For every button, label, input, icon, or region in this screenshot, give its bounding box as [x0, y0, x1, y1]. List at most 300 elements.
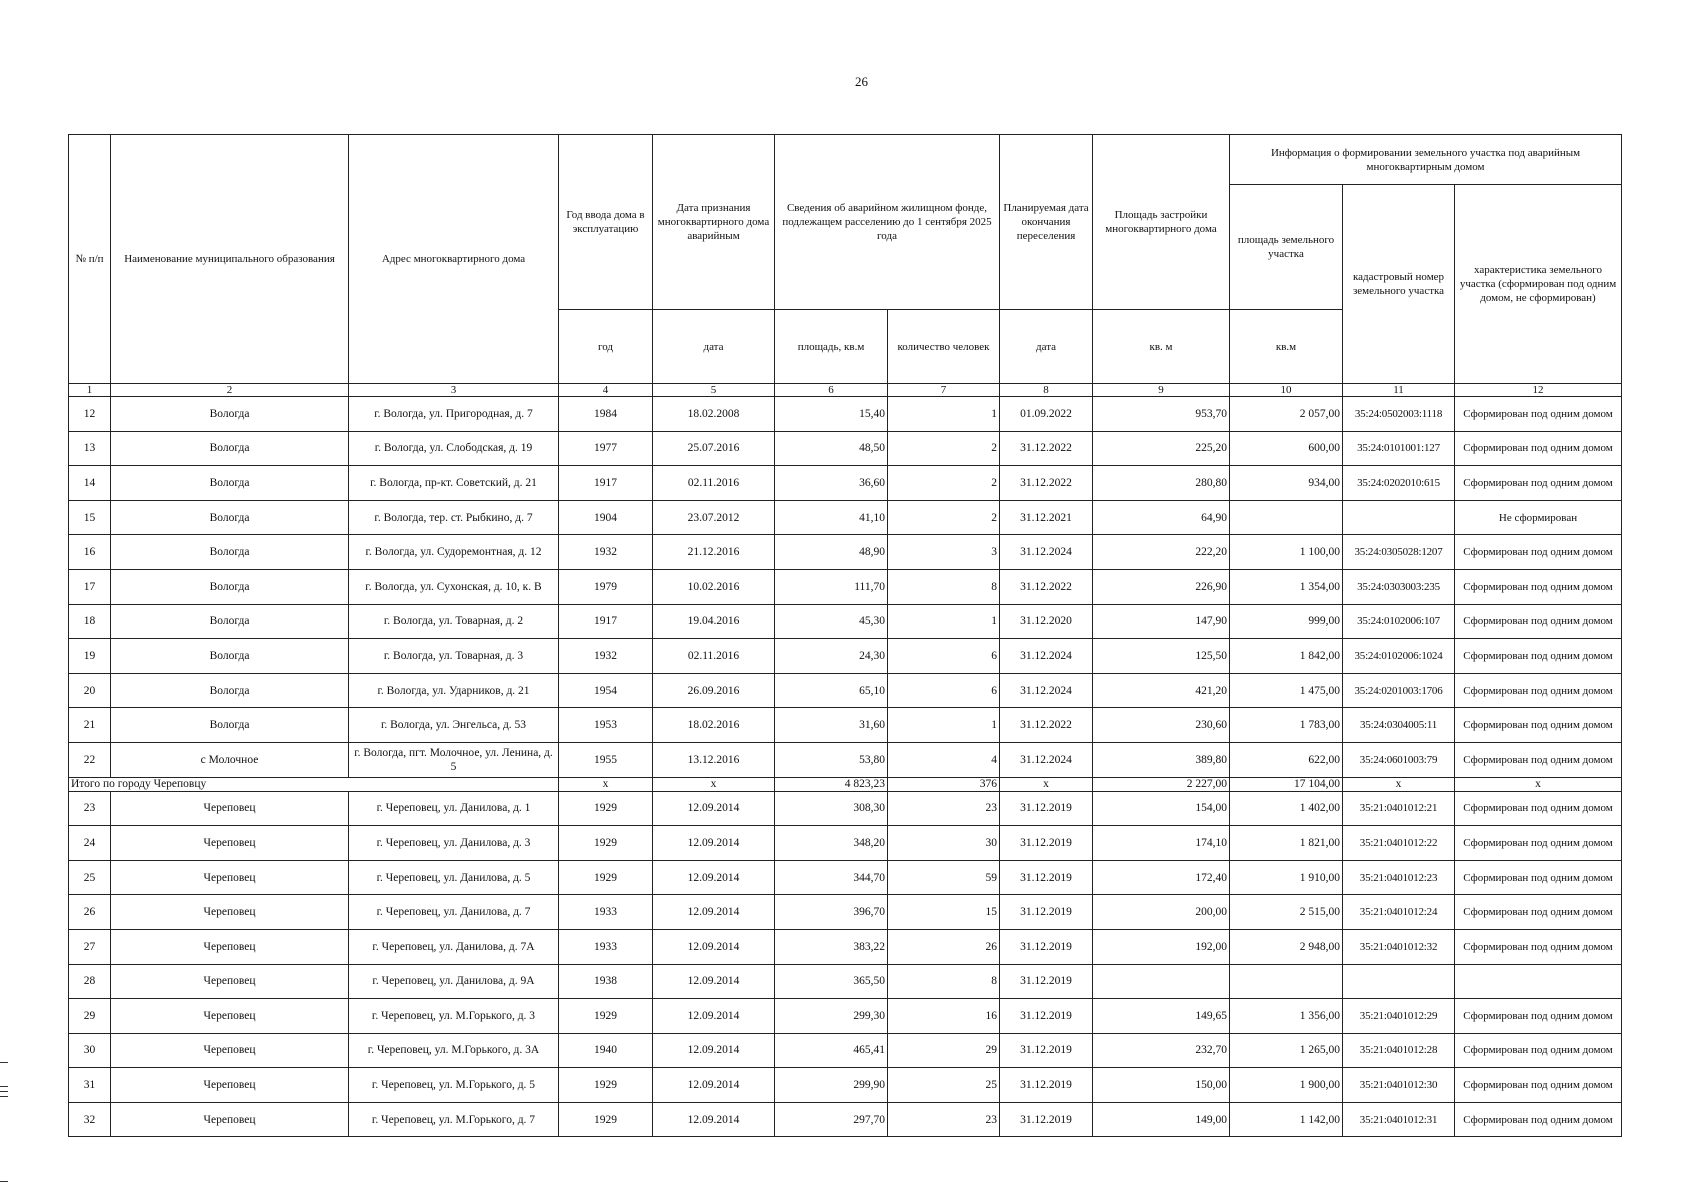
header-municipality: Наименование муниципального образования	[111, 135, 349, 384]
cadastral-cell: 35:21:0401012:22	[1343, 826, 1455, 861]
built-area-cell: 953,70	[1093, 397, 1230, 432]
address-cell: г. Череповец, ул. Данилова, д. 9А	[349, 964, 559, 999]
built-area-cell: 149,65	[1093, 999, 1230, 1034]
row-number: 14	[69, 466, 111, 501]
address-cell: г. Череповец, ул. М.Горького, д. 7	[349, 1102, 559, 1137]
table-row	[69, 791, 1622, 826]
year-cell: 1917	[559, 466, 653, 501]
page-number: 26	[855, 74, 868, 89]
land-area-cell: 1 821,00	[1230, 826, 1343, 861]
area-cell: 344,70	[775, 860, 888, 895]
row-number: 17	[69, 569, 111, 604]
municipality-cell: Череповец	[111, 826, 349, 861]
total-year: x	[559, 777, 653, 791]
date-recognized-cell: 21.12.2016	[653, 535, 775, 570]
cadastral-cell: 35:21:0401012:31	[1343, 1102, 1455, 1137]
built-area-cell: 125,50	[1093, 639, 1230, 674]
built-area-cell: 64,90	[1093, 500, 1230, 535]
planned-date-cell: 31.12.2022	[1000, 466, 1093, 501]
table-row	[69, 535, 1622, 570]
total-people: 376	[888, 777, 1000, 791]
municipality-cell: Череповец	[111, 791, 349, 826]
land-area-cell: 600,00	[1230, 431, 1343, 466]
total-cadastral: x	[1343, 777, 1455, 791]
area-cell: 299,30	[775, 999, 888, 1034]
table-row	[69, 1102, 1622, 1137]
table-body-cherepovets	[69, 791, 1622, 1137]
address-cell: г. Вологда, пгт. Молочное, ул. Ленина, д. 5	[349, 742, 559, 777]
built-area-cell: 225,20	[1093, 431, 1230, 466]
address-cell: г. Вологда, ул. Товарная, д. 2	[349, 604, 559, 639]
characteristic-cell: Сформирован под одним домом	[1455, 535, 1622, 570]
table-row	[69, 708, 1622, 743]
date-recognized-cell: 12.09.2014	[653, 1102, 775, 1137]
total-planned: x	[1000, 777, 1093, 791]
characteristic-cell: Сформирован под одним домом	[1455, 742, 1622, 777]
row-number: 18	[69, 604, 111, 639]
unit-people: количество человек	[888, 310, 1000, 384]
characteristic-cell: Сформирован под одним домом	[1455, 1033, 1622, 1068]
people-cell: 29	[888, 1033, 1000, 1068]
year-cell: 1929	[559, 791, 653, 826]
header-fund-info: Сведения об аварийном жилищном фонде, подлежащем расселению до 1 сентября 2025 года	[775, 135, 1000, 310]
land-area-cell: 1 100,00	[1230, 535, 1343, 570]
column-number: 3	[349, 384, 559, 397]
municipality-cell: Вологда	[111, 431, 349, 466]
table-row	[69, 639, 1622, 674]
row-number: 20	[69, 673, 111, 708]
cadastral-cell	[1343, 500, 1455, 535]
table-row	[69, 742, 1622, 777]
address-cell: г. Череповец, ул. Данилова, д. 7А	[349, 929, 559, 964]
municipality-cell: Вологда	[111, 639, 349, 674]
year-cell: 1929	[559, 826, 653, 861]
planned-date-cell: 31.12.2019	[1000, 964, 1093, 999]
people-cell: 6	[888, 639, 1000, 674]
header-date-recognized: Дата признания многоквартирного дома аварийным	[653, 135, 775, 310]
planned-date-cell: 31.12.2024	[1000, 639, 1093, 674]
table-row	[69, 431, 1622, 466]
address-cell: г. Вологда, ул. Сухонская, д. 10, к. В	[349, 569, 559, 604]
planned-date-cell: 31.12.2020	[1000, 604, 1093, 639]
characteristic-cell: Сформирован под одним домом	[1455, 791, 1622, 826]
date-recognized-cell: 13.12.2016	[653, 742, 775, 777]
planned-date-cell: 31.12.2019	[1000, 929, 1093, 964]
cadastral-cell: 35:24:0304005:11	[1343, 708, 1455, 743]
date-recognized-cell: 12.09.2014	[653, 1033, 775, 1068]
planned-date-cell: 31.12.2019	[1000, 791, 1093, 826]
people-cell: 15	[888, 895, 1000, 930]
margin-mark	[0, 1086, 8, 1087]
row-number: 19	[69, 639, 111, 674]
built-area-cell: 421,20	[1093, 673, 1230, 708]
table-row	[69, 466, 1622, 501]
unit-built-sqm: кв. м	[1093, 310, 1230, 384]
column-number: 7	[888, 384, 1000, 397]
planned-date-cell: 31.12.2019	[1000, 895, 1093, 930]
header-no: № п/п	[69, 135, 111, 384]
year-cell: 1933	[559, 895, 653, 930]
row-number: 21	[69, 708, 111, 743]
row-number: 15	[69, 500, 111, 535]
people-cell: 1	[888, 708, 1000, 743]
area-cell: 465,41	[775, 1033, 888, 1068]
year-cell: 1929	[559, 999, 653, 1034]
margin-mark	[0, 1096, 8, 1097]
people-cell: 8	[888, 964, 1000, 999]
year-cell: 1904	[559, 500, 653, 535]
planned-date-cell: 31.12.2024	[1000, 535, 1093, 570]
built-area-cell: 150,00	[1093, 1068, 1230, 1103]
land-area-cell: 1 142,00	[1230, 1102, 1343, 1137]
table-header	[69, 135, 1622, 397]
people-cell: 6	[888, 673, 1000, 708]
people-cell: 8	[888, 569, 1000, 604]
table-row	[69, 397, 1622, 432]
area-cell: 48,50	[775, 431, 888, 466]
planned-date-cell: 01.09.2022	[1000, 397, 1093, 432]
cadastral-cell	[1343, 964, 1455, 999]
area-cell: 396,70	[775, 895, 888, 930]
column-number: 12	[1455, 384, 1622, 397]
column-number: 6	[775, 384, 888, 397]
characteristic-cell	[1455, 964, 1622, 999]
table-row	[69, 860, 1622, 895]
planned-date-cell: 31.12.2019	[1000, 1068, 1093, 1103]
header-built-area: Площадь застройки многоквартирного дома	[1093, 135, 1230, 310]
address-cell: г. Череповец, ул. Данилова, д. 7	[349, 895, 559, 930]
column-number: 5	[653, 384, 775, 397]
table-row	[69, 569, 1622, 604]
cadastral-cell: 35:21:0401012:23	[1343, 860, 1455, 895]
characteristic-cell: Сформирован под одним домом	[1455, 1102, 1622, 1137]
area-cell: 41,10	[775, 500, 888, 535]
people-cell: 1	[888, 604, 1000, 639]
date-recognized-cell: 12.09.2014	[653, 999, 775, 1034]
header-planned-date: Планируемая дата окончания переселения	[1000, 135, 1093, 310]
table-body-vologda	[69, 397, 1622, 778]
year-cell: 1932	[559, 639, 653, 674]
land-area-cell: 2 948,00	[1230, 929, 1343, 964]
row-number: 13	[69, 431, 111, 466]
built-area-cell: 230,60	[1093, 708, 1230, 743]
table-total	[69, 777, 1622, 791]
address-cell: г. Вологда, ул. Энгельса, д. 53	[349, 708, 559, 743]
land-area-cell: 1 910,00	[1230, 860, 1343, 895]
year-cell: 1977	[559, 431, 653, 466]
people-cell: 2	[888, 466, 1000, 501]
land-area-cell: 1 354,00	[1230, 569, 1343, 604]
characteristic-cell: Сформирован под одним домом	[1455, 431, 1622, 466]
cadastral-cell: 35:21:0401012:28	[1343, 1033, 1455, 1068]
date-recognized-cell: 19.04.2016	[653, 604, 775, 639]
header-land-info: Информация о формировании земельного участка под аварийным многоквартирным домом	[1230, 135, 1622, 185]
header-land-area: площадь земельного участка	[1230, 185, 1343, 310]
margin-mark	[0, 1181, 8, 1182]
total-date: x	[653, 777, 775, 791]
built-area-cell: 174,10	[1093, 826, 1230, 861]
cadastral-cell: 35:21:0401012:29	[1343, 999, 1455, 1034]
people-cell: 25	[888, 1068, 1000, 1103]
date-recognized-cell: 12.09.2014	[653, 826, 775, 861]
built-area-cell: 389,80	[1093, 742, 1230, 777]
characteristic-cell: Сформирован под одним домом	[1455, 929, 1622, 964]
people-cell: 59	[888, 860, 1000, 895]
characteristic-cell: Сформирован под одним домом	[1455, 999, 1622, 1034]
address-cell: г. Вологда, ул. Ударников, д. 21	[349, 673, 559, 708]
date-recognized-cell: 26.09.2016	[653, 673, 775, 708]
area-cell: 53,80	[775, 742, 888, 777]
area-cell: 15,40	[775, 397, 888, 432]
year-cell: 1929	[559, 860, 653, 895]
people-cell: 16	[888, 999, 1000, 1034]
municipality-cell: Череповец	[111, 1068, 349, 1103]
area-cell: 365,50	[775, 964, 888, 999]
date-recognized-cell: 12.09.2014	[653, 895, 775, 930]
cadastral-cell: 35:21:0401012:21	[1343, 791, 1455, 826]
row-number: 28	[69, 964, 111, 999]
year-cell: 1955	[559, 742, 653, 777]
cadastral-cell: 35:24:0202010:615	[1343, 466, 1455, 501]
municipality-cell: Череповец	[111, 999, 349, 1034]
characteristic-cell: Сформирован под одним домом	[1455, 860, 1622, 895]
municipality-cell: Вологда	[111, 397, 349, 432]
row-number: 25	[69, 860, 111, 895]
planned-date-cell: 31.12.2019	[1000, 826, 1093, 861]
land-area-cell: 1 783,00	[1230, 708, 1343, 743]
header-address: Адрес многоквартирного дома	[349, 135, 559, 384]
land-area-cell: 1 900,00	[1230, 1068, 1343, 1103]
land-area-cell	[1230, 964, 1343, 999]
built-area-cell: 232,70	[1093, 1033, 1230, 1068]
address-cell: г. Череповец, ул. М.Горького, д. 5	[349, 1068, 559, 1103]
column-number: 8	[1000, 384, 1093, 397]
municipality-cell: Вологда	[111, 673, 349, 708]
people-cell: 26	[888, 929, 1000, 964]
row-number: 26	[69, 895, 111, 930]
year-cell: 1938	[559, 964, 653, 999]
cadastral-cell: 35:21:0401012:24	[1343, 895, 1455, 930]
column-number: 9	[1093, 384, 1230, 397]
date-recognized-cell: 23.07.2012	[653, 500, 775, 535]
unit-area: площадь, кв.м	[775, 310, 888, 384]
land-area-cell: 1 842,00	[1230, 639, 1343, 674]
column-number: 2	[111, 384, 349, 397]
header-cadastral: кадастровый номер земельного участка	[1343, 185, 1455, 384]
land-area-cell: 934,00	[1230, 466, 1343, 501]
people-cell: 4	[888, 742, 1000, 777]
area-cell: 299,90	[775, 1068, 888, 1103]
row-number: 30	[69, 1033, 111, 1068]
planned-date-cell: 31.12.2019	[1000, 999, 1093, 1034]
planned-date-cell: 31.12.2022	[1000, 569, 1093, 604]
people-cell: 1	[888, 397, 1000, 432]
characteristic-cell: Сформирован под одним домом	[1455, 708, 1622, 743]
characteristic-cell: Не сформирован	[1455, 500, 1622, 535]
margin-mark	[0, 1091, 8, 1092]
people-cell: 2	[888, 431, 1000, 466]
municipality-cell: Вологда	[111, 500, 349, 535]
land-area-cell: 2 057,00	[1230, 397, 1343, 432]
column-number-row	[69, 384, 1622, 397]
address-cell: г. Вологда, тер. ст. Рыбкино, д. 7	[349, 500, 559, 535]
row-number: 23	[69, 791, 111, 826]
municipality-cell: с Молочное	[111, 742, 349, 777]
column-number: 10	[1230, 384, 1343, 397]
land-area-cell: 2 515,00	[1230, 895, 1343, 930]
planned-date-cell: 31.12.2024	[1000, 742, 1093, 777]
address-cell: г. Череповец, ул. Данилова, д. 5	[349, 860, 559, 895]
cadastral-cell: 35:24:0101001:127	[1343, 431, 1455, 466]
date-recognized-cell: 02.11.2016	[653, 466, 775, 501]
cadastral-cell: 35:24:0102006:107	[1343, 604, 1455, 639]
address-cell: г. Вологда, ул. Товарная, д. 3	[349, 639, 559, 674]
planned-date-cell: 31.12.2022	[1000, 708, 1093, 743]
date-recognized-cell: 12.09.2014	[653, 1068, 775, 1103]
people-cell: 3	[888, 535, 1000, 570]
row-number: 12	[69, 397, 111, 432]
total-characteristic: x	[1455, 777, 1622, 791]
built-area-cell	[1093, 964, 1230, 999]
built-area-cell: 154,00	[1093, 791, 1230, 826]
area-cell: 111,70	[775, 569, 888, 604]
address-cell: г. Череповец, ул. Данилова, д. 3	[349, 826, 559, 861]
table-row	[69, 1068, 1622, 1103]
municipality-cell: Вологда	[111, 569, 349, 604]
land-area-cell: 622,00	[1230, 742, 1343, 777]
area-cell: 36,60	[775, 466, 888, 501]
header-year: Год ввода дома в эксплуатацию	[559, 135, 653, 310]
row-number: 22	[69, 742, 111, 777]
row-number: 29	[69, 999, 111, 1034]
area-cell: 48,90	[775, 535, 888, 570]
date-recognized-cell: 12.09.2014	[653, 860, 775, 895]
column-number: 11	[1343, 384, 1455, 397]
row-number: 16	[69, 535, 111, 570]
year-cell: 1940	[559, 1033, 653, 1068]
table-row	[69, 1033, 1622, 1068]
characteristic-cell: Сформирован под одним домом	[1455, 895, 1622, 930]
municipality-cell: Череповец	[111, 929, 349, 964]
table-row	[69, 999, 1622, 1034]
cadastral-cell: 35:21:0401012:30	[1343, 1068, 1455, 1103]
built-area-cell: 192,00	[1093, 929, 1230, 964]
area-cell: 348,20	[775, 826, 888, 861]
built-area-cell: 280,80	[1093, 466, 1230, 501]
year-cell: 1917	[559, 604, 653, 639]
built-area-cell: 149,00	[1093, 1102, 1230, 1137]
year-cell: 1953	[559, 708, 653, 743]
area-cell: 297,70	[775, 1102, 888, 1137]
total-label: Итого по городу Череповцу	[69, 777, 559, 791]
area-cell: 65,10	[775, 673, 888, 708]
people-cell: 2	[888, 500, 1000, 535]
cadastral-cell: 35:24:0305028:1207	[1343, 535, 1455, 570]
land-area-cell	[1230, 500, 1343, 535]
unit-land-sqm: кв.м	[1230, 310, 1343, 384]
characteristic-cell: Сформирован под одним домом	[1455, 466, 1622, 501]
column-number: 4	[559, 384, 653, 397]
planned-date-cell: 31.12.2019	[1000, 1033, 1093, 1068]
header-characteristic: характеристика земельного участка (сформирован под одним домом, не сформирован)	[1455, 185, 1622, 384]
address-cell: г. Вологда, ул. Слободская, д. 19	[349, 431, 559, 466]
cadastral-cell: 35:24:0502003:1118	[1343, 397, 1455, 432]
built-area-cell: 226,90	[1093, 569, 1230, 604]
address-cell: г. Череповец, ул. М.Горького, д. 3	[349, 999, 559, 1034]
planned-date-cell: 31.12.2022	[1000, 431, 1093, 466]
area-cell: 31,60	[775, 708, 888, 743]
characteristic-cell: Сформирован под одним домом	[1455, 639, 1622, 674]
land-area-cell: 1 475,00	[1230, 673, 1343, 708]
municipality-cell: Череповец	[111, 1102, 349, 1137]
table-row	[69, 929, 1622, 964]
characteristic-cell: Сформирован под одним домом	[1455, 569, 1622, 604]
row-number: 31	[69, 1068, 111, 1103]
built-area-cell: 200,00	[1093, 895, 1230, 930]
characteristic-cell: Сформирован под одним домом	[1455, 826, 1622, 861]
year-cell: 1979	[559, 569, 653, 604]
municipality-cell: Вологда	[111, 708, 349, 743]
table-row	[69, 604, 1622, 639]
column-number: 1	[69, 384, 111, 397]
planned-date-cell: 31.12.2019	[1000, 1102, 1093, 1137]
date-recognized-cell: 12.09.2014	[653, 929, 775, 964]
unit-date: дата	[653, 310, 775, 384]
municipality-cell: Череповец	[111, 895, 349, 930]
municipality-cell: Вологда	[111, 604, 349, 639]
land-area-cell: 1 356,00	[1230, 999, 1343, 1034]
emergency-housing-table	[68, 134, 1622, 1137]
date-recognized-cell: 10.02.2016	[653, 569, 775, 604]
municipality-cell: Череповец	[111, 1033, 349, 1068]
cadastral-cell: 35:24:0303003:235	[1343, 569, 1455, 604]
municipality-cell: Вологда	[111, 466, 349, 501]
address-cell: г. Вологда, пр-кт. Советский, д. 21	[349, 466, 559, 501]
people-cell: 30	[888, 826, 1000, 861]
cadastral-cell: 35:24:0201003:1706	[1343, 673, 1455, 708]
built-area-cell: 222,20	[1093, 535, 1230, 570]
date-recognized-cell: 12.09.2014	[653, 791, 775, 826]
table-row	[69, 895, 1622, 930]
cadastral-cell: 35:21:0401012:32	[1343, 929, 1455, 964]
municipality-cell: Череповец	[111, 860, 349, 895]
total-land: 17 104,00	[1230, 777, 1343, 791]
people-cell: 23	[888, 1102, 1000, 1137]
built-area-cell: 172,40	[1093, 860, 1230, 895]
year-cell: 1984	[559, 397, 653, 432]
address-cell: г. Вологда, ул. Пригородная, д. 7	[349, 397, 559, 432]
margin-mark	[0, 1062, 8, 1063]
municipality-cell: Вологда	[111, 535, 349, 570]
date-recognized-cell: 25.07.2016	[653, 431, 775, 466]
table-row	[69, 500, 1622, 535]
unit-year: год	[559, 310, 653, 384]
year-cell: 1929	[559, 1068, 653, 1103]
row-number: 27	[69, 929, 111, 964]
total-built: 2 227,00	[1093, 777, 1230, 791]
land-area-cell: 999,00	[1230, 604, 1343, 639]
date-recognized-cell: 18.02.2016	[653, 708, 775, 743]
total-row	[69, 777, 1622, 791]
date-recognized-cell: 02.11.2016	[653, 639, 775, 674]
cadastral-cell: 35:24:0102006:1024	[1343, 639, 1455, 674]
date-recognized-cell: 12.09.2014	[653, 964, 775, 999]
address-cell: г. Череповец, ул. Данилова, д. 1	[349, 791, 559, 826]
address-cell: г. Вологда, ул. Судоремонтная, д. 12	[349, 535, 559, 570]
land-area-cell: 1 265,00	[1230, 1033, 1343, 1068]
table-row	[69, 964, 1622, 999]
total-area: 4 823,23	[775, 777, 888, 791]
